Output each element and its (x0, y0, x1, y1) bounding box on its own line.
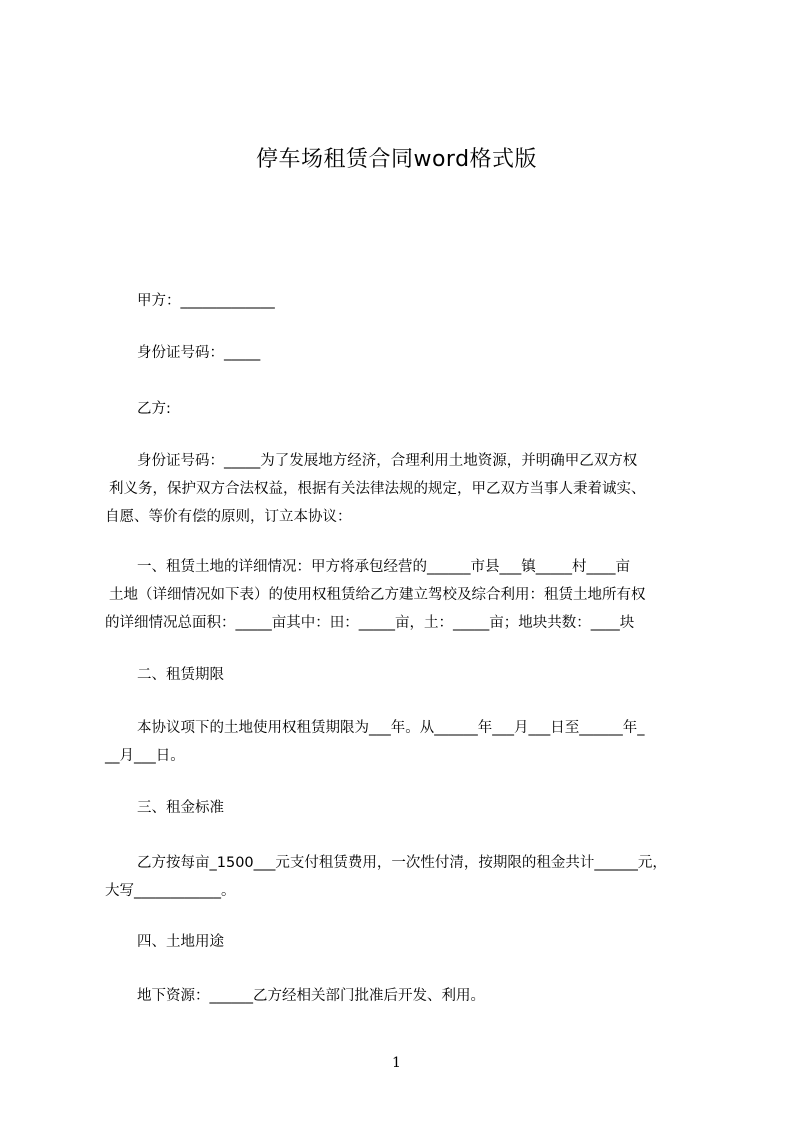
section3-line-1: 乙方按每亩_1500___元支付租赁费用，一次性付清，按期限的租金共计______元， (137, 855, 667, 871)
page-number: 1 (392, 1055, 401, 1071)
section1-line-3: 的详细情况总面积：_____亩其中：田：_____亩，土：_____亩；地块共数：____块 (105, 615, 635, 631)
intro-line-1: 身份证号码：_____为了发展地方经济，合理利用土地资源，并明确甲乙双方权 (137, 453, 638, 469)
section1-line-1: 一、租赁土地的详细情况：甲方将承包经营的______市县___镇_____村____亩 (137, 559, 630, 575)
party-b-line: 乙方: (137, 401, 171, 417)
section3-line-2: 大写____________。 (105, 883, 236, 899)
id-number-a-line: 身份证号码：_____ (137, 345, 261, 361)
intro-line-2: 利义务，保护双方合法权益，根据有关法律法规的规定，甲乙双方当事人秉着诚实、 (109, 481, 646, 497)
section2-line-2: __月___日。 (105, 748, 185, 764)
section2-heading: 二、租赁期限 (137, 667, 224, 683)
section2-line-1: 本协议项下的土地使用权租赁期限为___年。从______年___月___日至______年_ (137, 720, 645, 736)
section3-heading: 三、租金标准 (137, 800, 224, 816)
section4-line-1: 地下资源：______乙方经相关部门批准后开发、利用。 (137, 988, 485, 1004)
intro-line-3: 自愿、等价有偿的原则，订立本协议： (105, 509, 352, 525)
party-a-line: 甲方：_____________ (137, 293, 275, 309)
section4-heading: 四、土地用途 (137, 934, 224, 950)
document-title: 停车场租赁合同word格式版 (255, 147, 538, 172)
section1-line-2: 土地（详细情况如下表）的使用权租赁给乙方建立驾校及综合利用：租赁土地所有权 (109, 587, 646, 603)
